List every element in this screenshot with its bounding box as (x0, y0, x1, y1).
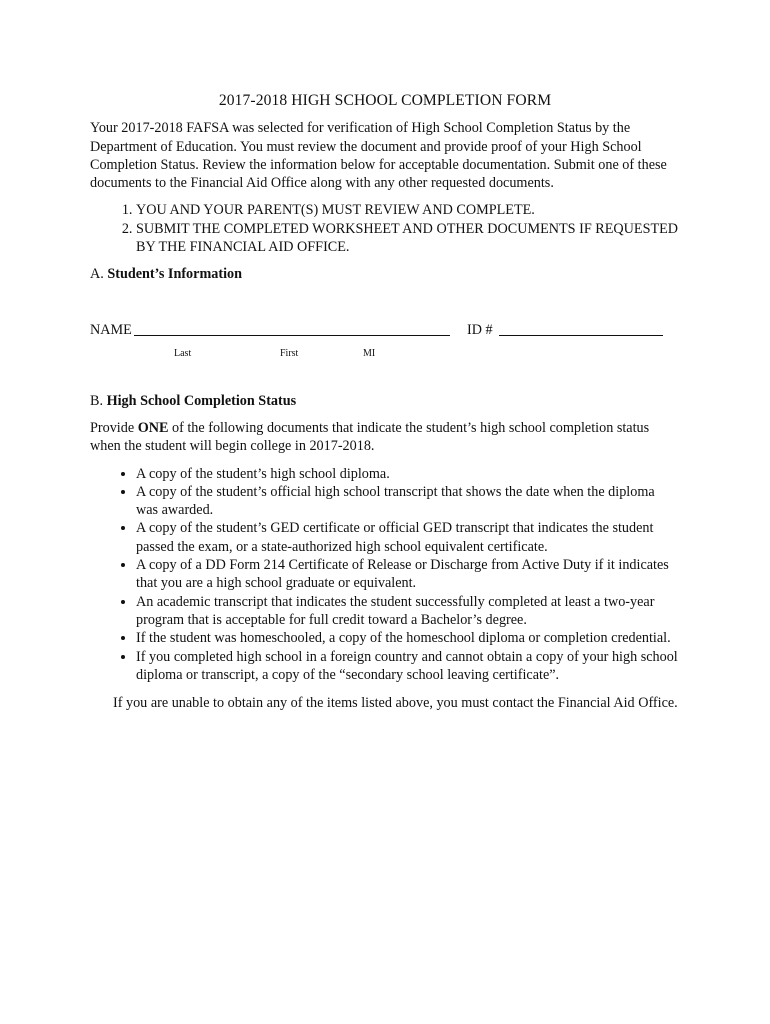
instruction-steps (90, 201, 680, 256)
provide-text-end: of the following documents that indicate the student’s high school completion status when the student will begin college in 2017-2018. (90, 419, 650, 455)
document-item: • A copy of the student’s official high school transcript that shows the date when the diploma was awarded. (136, 483, 680, 520)
form-title: 2017-2018 HIGH SCHOOL COMPLETION FORM (218, 92, 552, 109)
section-a-title: Student’s Information (107, 266, 243, 283)
section-b-prefix: B. (90, 392, 107, 409)
document-item: • A copy of the student’s GED certificate or official GED transcript that indicates the student passed the exam, or a state-authorized high school equivalent certificate. (136, 519, 680, 556)
name-sublabels (90, 343, 680, 363)
form-page (90, 92, 680, 712)
name-label: NAME (90, 321, 132, 338)
document-item: • An academic transcript that indicates the student successfully completed at least a two-year program that is acceptable for full credit toward a Bachelor’s degree. (136, 593, 680, 630)
name-id-row (90, 321, 680, 341)
id-field-line[interactable] (499, 335, 663, 336)
provide-text-start: Provide (90, 419, 138, 436)
provide-emphasis: ONE (137, 419, 169, 436)
section-b-title: High School Completion Status (106, 392, 297, 409)
section-a-prefix: A. (90, 266, 108, 283)
id-label: ID # (467, 321, 493, 338)
closing-paragraph: If you are unable to obtain any of the items listed above, you must contact the Financial Aid Office. (113, 695, 678, 712)
middle-initial-sublabel: MI (363, 347, 376, 359)
document-item: • If you completed high school in a foreign country and cannot obtain a copy of your high school diploma or transcript, a copy of the “secondary school leaving certificate”. (136, 648, 680, 685)
name-field-line[interactable] (134, 335, 450, 336)
document-item: • A copy of the student’s high school diploma. (136, 465, 680, 483)
last-name-sublabel: Last (174, 347, 192, 359)
document-item: • A copy of a DD Form 214 Certificate of Release or Discharge from Active Duty if it indicates that you are a high school graduate or equivalent. (136, 556, 680, 593)
section-b-heading (90, 392, 680, 410)
provide-paragraph (90, 419, 680, 456)
first-name-sublabel: First (280, 347, 299, 359)
instruction-step: 1. YOU AND YOUR PARENT(S) MUST REVIEW AND COMPLETE. (136, 201, 680, 219)
instruction-step: 2. SUBMIT THE COMPLETED WORKSHEET AND OTHER DOCUMENTS IF REQUESTED BY THE FINANCIAL AID OFFICE. (136, 220, 680, 257)
intro-paragraph: Your 2017-2018 FAFSA was selected for verification of High School Completion Status by the Department of Education. You must review the document and provide proof of your High School Completion Status. Review the information below for acceptable documentation. Submit one of these documents to the Financial Aid Office along with any other requested documents. (90, 120, 667, 192)
document-item: • If the student was homeschooled, a copy of the homeschool diploma or completion credential. (136, 629, 680, 647)
section-a-heading (90, 265, 680, 283)
acceptable-documents-list (90, 465, 680, 685)
